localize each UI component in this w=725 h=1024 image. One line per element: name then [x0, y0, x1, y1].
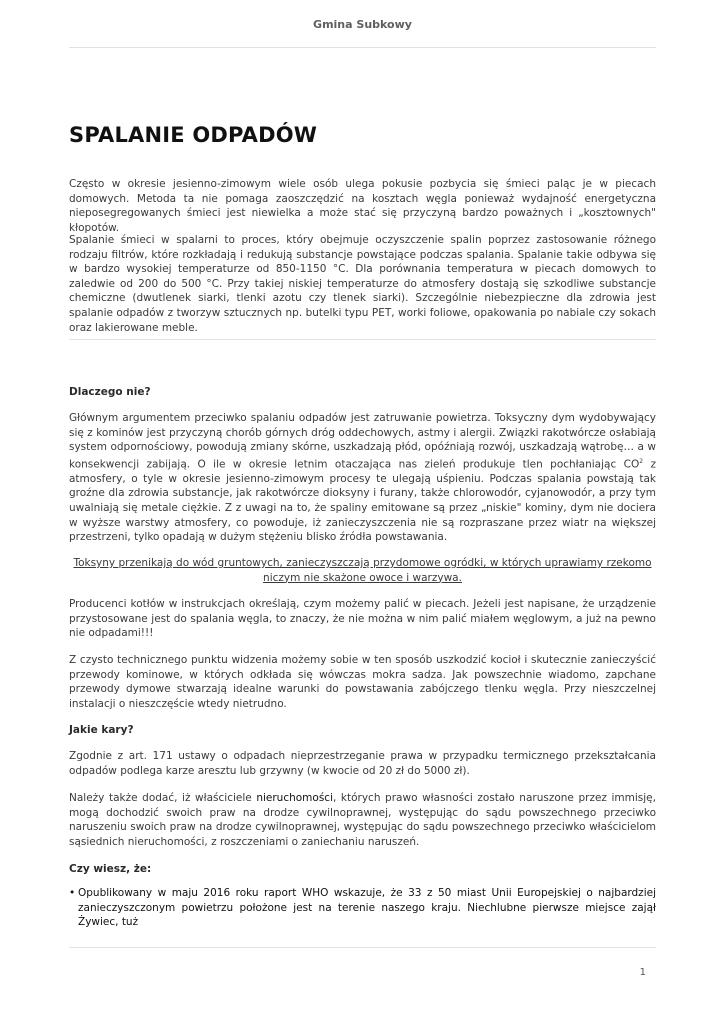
technical-paragraph: Z czysto technicznego punktu widzenia możemy sobie w ten sposób uszkodzić kocioł i skutecznie zanieczyścić przewody kominowe, w których odkłada się wówczas mokra sadza. Jak powszechnie wiadomo, zapchane przewody dymowe stwarzają idealne warunki do powstawania zabójczego tlenku węgla. Przy nieszczelnej instalacji o nieszczęście wtedy nietrudno. [69, 654, 656, 710]
site-name: Gmina Subkowy [313, 18, 412, 31]
why-text-part-2: z atmosfery, o tyle w okresie jesienno-zimowym procesy te ulegają uśpieniu. Podczas spalania powstają tak groźne dla zdrowia substancje, jak rakotwórcze dioksyny i furany, także chlorowodór, cyjanowodór, a przy tym uwalniają się metale ciężkie. Z z uwagi na to, że spaliny emitowane są przez „niskie" kominy, dym nie dociera w wyższe warstwy atmosfery, co powoduje, iż zanieczyszczenia nie są rozpraszane przez wiatr na większej przestrzeni, tylko opadają w dużym stężeniu blisko źródła powstawania. [69, 458, 656, 544]
why-paragraph [69, 411, 656, 545]
co2-subscript: 2 [639, 457, 644, 465]
list-item [69, 886, 656, 930]
footer-divider [69, 947, 656, 948]
page-number: 1 [639, 967, 646, 978]
penalties-paragraph: Zgodnie z art. 171 ustawy o odpadach nieprzestrzeganie prawa w przypadku termicznego przekształcania odpadów podlega karze aresztu lub grzywny (w kwocie od 20 zł do 5000 zł). [69, 750, 656, 777]
header-divider [69, 47, 656, 48]
why-text-part-1: Głównym argumentem przeciwko spalaniu odpadów jest zatruwanie powietrza. Toksyczny dym wydobywający się z kominów jest przyczyną chorób górnych dróg oddechowych, astmy i alergii. Związki rakotwórcze osłabiają system odpornościowy, powodują zmiany skórne, uszkadzają płód, opóźniają rozwój, uszkadzają wątrobę… a w konsekwencji zabijają. O ile w okresie letnim otaczająca nas zieleń produkuje tlen pochłaniając CO [69, 412, 656, 471]
facts-heading: Czy wiesz, że: [69, 863, 152, 875]
owners-text-pre: Należy także dodać, iż właściciele [69, 792, 257, 804]
penalties-heading: Jakie kary? [69, 724, 134, 736]
intro-paragraph-1: Często w okresie jesienno-zimowym wiele osób ulega pokusie pozbycia się śmieci paląc je w piecach domowych. Metoda ta nie pomaga zaoszczędzić na kosztach węgla ponieważ wydajność energetyczna nieposegregowanych śmieci jest niewielka a może stać się przyczyną bardzo poważnych i „kosztownych" kłopotów. [69, 178, 656, 234]
intro-paragraph-2: Spalanie śmieci w spalarni to proces, który obejmuje oczyszczenie spalin poprzez zastosowanie różnego rodzaju filtrów, które rozkładają i redukują substancje powstające podczas spalania. Spalanie takie odbywa się w bardzo wysokiej temperaturze od 850-1150 °C. Dla porównania temperatura w piecach domowych to zaledwie od 200 do 500 °C. Przy takiej niskiej temperaturze do atmosfery dostają się szkodliwe substancje chemiczne (dwutlenek siarki, tlenki azotu czy tlenek siarki). Szczególnie niebezpieczne dla zdrowia jest spalanie odpadów z tworzyw sztucznych np. butelki typu PET, worki foliowe, opakowania po nabiale czy sokach oraz lakierowane meble. [69, 234, 656, 334]
owners-link[interactable]: nieruchomości [256, 792, 333, 804]
boilers-paragraph: Producenci kotłów w instrukcjach określają, czym możemy palić w piecach. Jeżeli jest napisane, że urządzenie przystosowane jest do spalania węgla, to znaczy, że nie można w nim palić miałem węglowym, a już na pewno nie odpadami!!! [69, 598, 656, 640]
fact-text: Opublikowany w maju 2016 roku raport WHO wskazuje, że 33 z 50 miast Unii Europejskiej o najbardziej zanieczyszczonym powietrzu położone jest na terenie naszego kraju. Niechlubne pierwsze miejsce zajął Żywiec, tuż [78, 887, 656, 929]
facts-list [69, 886, 656, 930]
why-heading: Dlaczego nie? [69, 386, 151, 398]
bullet-icon: • [69, 887, 76, 899]
site-header [0, 18, 725, 31]
page-title: SPALANIE ODPADÓW [69, 123, 318, 147]
owners-paragraph [69, 791, 656, 849]
section-divider [69, 339, 656, 340]
toxins-note: Toksyny przenikają do wód gruntowych, zanieczyszczają przydomowe ogródki, w których uprawiamy rzekomo niczym nie skażone owoce i warzywa. [73, 557, 652, 584]
owners-text-post: , których prawo własności zostało naruszone przez immisję, mogą dochodzić swoich praw na drodze cywilnoprawnej, występując do sądu powszechnego przeciwko naruszeniu swoich praw na drodze cywilnoprawnej, występując do sądu powszechnego przeciwko właścicielom sąsiednich nieruchomości, z roszczeniami o zaniechaniu naruszeń. [69, 792, 656, 848]
